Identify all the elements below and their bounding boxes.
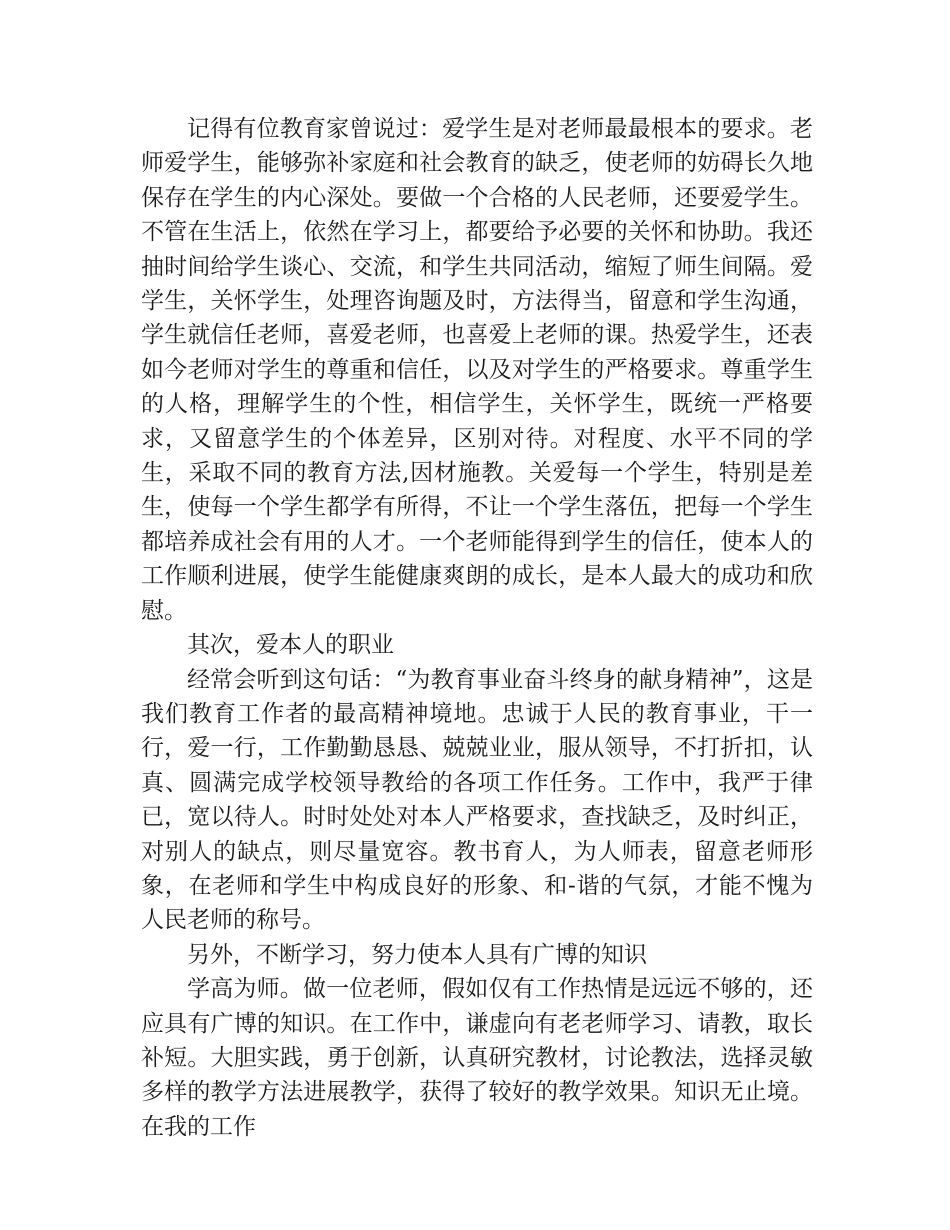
heading-keep-learning: 另外，不断学习，努力使本人具有广博的知识 <box>187 941 647 968</box>
document-body <box>141 112 813 1144</box>
heading-love-profession: 其次，爱本人的职业 <box>187 632 394 659</box>
paragraph-knowledge: 学高为师。做一位老师，假如仅有工作热情是远远不够的，还应具有广博的知识。在工作中，谦虚向有老老师学习、请教，取长补短。大胆实践，勇于创新，认真研究教材，讨论教法，选择灵敏多样的教学方法进展教学，获得了较好的教学效果。知识无止境。在我的工作 <box>141 976 813 1140</box>
paragraph-love-students: 记得有位教育家曾说过：爱学生是对老师最最根本的要求。老师爱学生，能够弥补家庭和社会教育的缺乏，使老师的妨碍长久地保存在学生的内心深处。要做一个合格的人民老师，还要爱学生。不管在生活上，依然在学习上，都要给予必要的关怀和协助。我还抽时间给学生谈心、交流，和学生共同活动，缩短了师生间隔。爱学生，关怀学生，处理咨询题及时，方法得当，留意和学生沟通，学生就信任老师，喜爱老师，也喜爱上老师的课。热爱学生，还表如今老师对学生的尊重和信任，以及对学生的严格要求。尊重学生的人格，理解学生的个性，相信学生，关怀学生，既统一严格要求，又留意学生的个体差异，区别对待。对程度、水平不同的学生，采取不同的教育方法,因材施教。关爱每一个学生，特别是差生，使每一个学生都学有所得，不让一个学生落伍，把每一个学生都培养成社会有用的人才。一个老师能得到学生的信任，使本人的工作顺利进展，使学生能健康爽朗的成长，是本人最大的成功和欣慰。 <box>141 116 813 624</box>
paragraph-dedication: 经常会听到这句话：“为教育事业奋斗终身的献身精神”，这是我们教育工作者的最高精神境地。忠诚于人民的教育事业，干一行，爱一行，工作勤勤恳恳、兢兢业业，服从领导，不打折扣，认真、圆满完成学校领导教给的各项工作任务。工作中，我严于律已，宽以待人。时时处处对本人严格要求，查找缺乏，及时纠正，对别人的缺点，则尽量宽容。教书育人，为人师表，留意老师形象，在老师和学生中构成良好的形象、和-谐的气氛，才能不愧为人民老师的称号。 <box>141 666 813 934</box>
